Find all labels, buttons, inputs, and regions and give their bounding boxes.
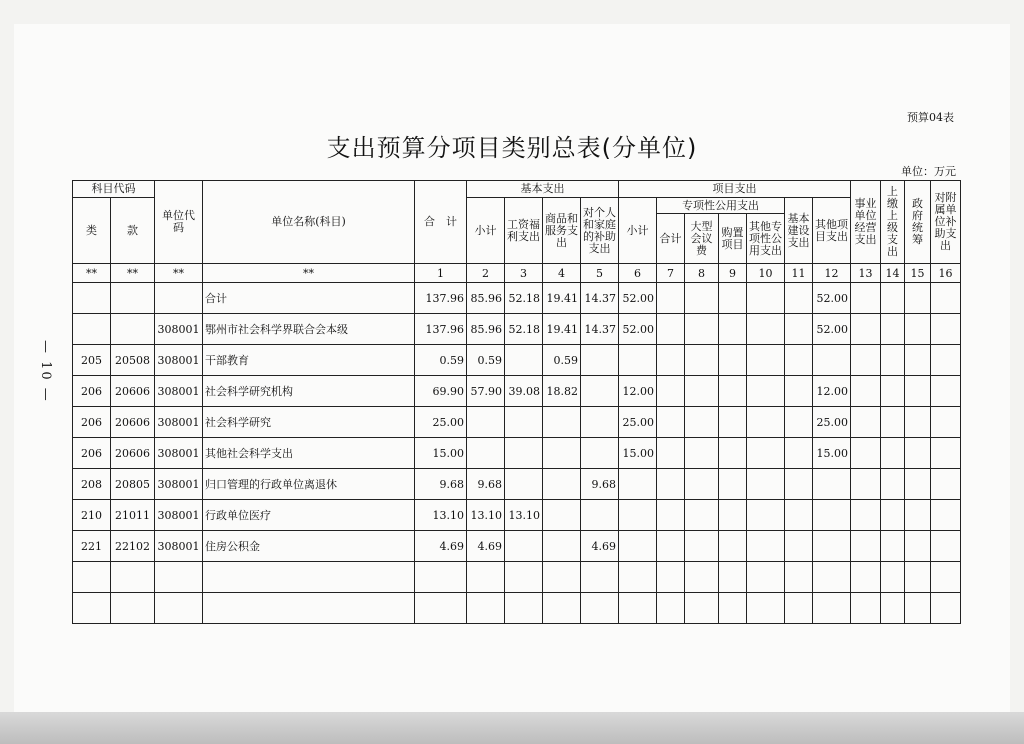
cell-psub: 15.00	[619, 438, 657, 469]
index-cell: 7	[657, 264, 685, 283]
cell-name	[203, 593, 415, 624]
cell-name: 干部教育	[203, 345, 415, 376]
cell-other	[813, 345, 851, 376]
cell-lei: 206	[73, 438, 111, 469]
header-enterprise: 事业单位经营支出	[851, 181, 881, 264]
cell-empty	[747, 593, 785, 624]
cell-name: 行政单位医疗	[203, 500, 415, 531]
scan-edge	[0, 712, 1024, 744]
cell-other	[813, 531, 851, 562]
cell-goods: 0.59	[543, 345, 581, 376]
header-unit-name: 单位名称(科目)	[203, 181, 415, 264]
cell-other	[813, 593, 851, 624]
cell-goods: 19.41	[543, 283, 581, 314]
index-cell: 9	[719, 264, 747, 283]
cell-name	[203, 562, 415, 593]
cell-empty	[657, 283, 685, 314]
cell-total: 137.96	[415, 283, 467, 314]
cell-empty	[747, 531, 785, 562]
cell-wage: 13.10	[505, 500, 543, 531]
cell-wage: 52.18	[505, 283, 543, 314]
cell-subsidy	[581, 562, 619, 593]
cell-goods	[543, 531, 581, 562]
table-body	[73, 283, 961, 624]
cell-empty	[785, 469, 813, 500]
cell-other: 12.00	[813, 376, 851, 407]
cell-empty	[905, 438, 931, 469]
cell-bsub: 57.90	[467, 376, 505, 407]
cell-lei: 206	[73, 376, 111, 407]
cell-empty	[785, 345, 813, 376]
cell-empty	[785, 531, 813, 562]
cell-wage: 39.08	[505, 376, 543, 407]
cell-total	[415, 593, 467, 624]
cell-code: 308001	[155, 500, 203, 531]
cell-subsidy: 4.69	[581, 531, 619, 562]
cell-goods: 19.41	[543, 314, 581, 345]
cell-code: 308001	[155, 314, 203, 345]
cell-goods	[543, 593, 581, 624]
cell-code: 308001	[155, 407, 203, 438]
cell-empty	[719, 438, 747, 469]
table-row	[73, 438, 961, 469]
table-row	[73, 376, 961, 407]
cell-empty	[881, 500, 905, 531]
index-cell: **	[155, 264, 203, 283]
cell-name: 其他社会科学支出	[203, 438, 415, 469]
cell-empty	[851, 562, 881, 593]
cell-empty	[719, 562, 747, 593]
cell-bsub: 4.69	[467, 531, 505, 562]
index-row	[73, 264, 961, 283]
index-cell: 4	[543, 264, 581, 283]
cell-empty	[719, 500, 747, 531]
cell-empty	[851, 469, 881, 500]
cell-empty	[881, 593, 905, 624]
cell-psub: 12.00	[619, 376, 657, 407]
cell-empty	[685, 593, 719, 624]
cell-empty	[851, 531, 881, 562]
cell-goods	[543, 500, 581, 531]
cell-bsub: 13.10	[467, 500, 505, 531]
cell-empty	[747, 438, 785, 469]
cell-name: 住房公积金	[203, 531, 415, 562]
cell-wage	[505, 345, 543, 376]
index-cell: 10	[747, 264, 785, 283]
header-upper: 上缴上级支出	[881, 181, 905, 264]
cell-empty	[905, 283, 931, 314]
cell-empty	[881, 376, 905, 407]
cell-name: 合计	[203, 283, 415, 314]
cell-empty	[657, 593, 685, 624]
cell-empty	[657, 345, 685, 376]
cell-lei	[73, 283, 111, 314]
table-row	[73, 593, 961, 624]
cell-wage	[505, 562, 543, 593]
cell-empty	[747, 283, 785, 314]
cell-empty	[685, 345, 719, 376]
cell-empty	[685, 314, 719, 345]
cell-empty	[747, 314, 785, 345]
cell-total: 9.68	[415, 469, 467, 500]
cell-bsub: 0.59	[467, 345, 505, 376]
header-unit-code: 单位代码	[155, 181, 203, 264]
cell-name: 鄂州市社会科学界联合会本级	[203, 314, 415, 345]
cell-wage	[505, 438, 543, 469]
table-row	[73, 500, 961, 531]
cell-psub: 52.00	[619, 314, 657, 345]
cell-empty	[719, 283, 747, 314]
cell-lei: 205	[73, 345, 111, 376]
cell-empty	[931, 314, 961, 345]
cell-goods	[543, 438, 581, 469]
cell-empty	[657, 376, 685, 407]
cell-empty	[719, 531, 747, 562]
cell-empty	[851, 283, 881, 314]
cell-goods	[543, 407, 581, 438]
cell-empty	[719, 593, 747, 624]
cell-empty	[851, 500, 881, 531]
cell-code: 308001	[155, 376, 203, 407]
cell-empty	[881, 562, 905, 593]
cell-goods	[543, 469, 581, 500]
header-conference: 大型会议费	[685, 214, 719, 264]
header-affiliate: 对附属单位补助支出	[931, 181, 961, 264]
cell-lei: 208	[73, 469, 111, 500]
index-cell: 1	[415, 264, 467, 283]
header-special-public: 专项性公用支出	[657, 198, 785, 214]
cell-other	[813, 469, 851, 500]
cell-total: 69.90	[415, 376, 467, 407]
cell-empty	[851, 376, 881, 407]
cell-empty	[657, 500, 685, 531]
cell-empty	[685, 469, 719, 500]
cell-empty	[785, 283, 813, 314]
header-total: 合 计	[415, 181, 467, 264]
cell-empty	[931, 283, 961, 314]
cell-empty	[905, 345, 931, 376]
cell-empty	[905, 407, 931, 438]
index-cell: 14	[881, 264, 905, 283]
cell-empty	[685, 376, 719, 407]
cell-name: 社会科学研究机构	[203, 376, 415, 407]
cell-other	[813, 562, 851, 593]
table-row	[73, 531, 961, 562]
cell-total	[415, 562, 467, 593]
cell-lei	[73, 593, 111, 624]
cell-empty	[851, 407, 881, 438]
cell-name: 社会科学研究	[203, 407, 415, 438]
cell-subsidy	[581, 345, 619, 376]
cell-empty	[685, 438, 719, 469]
cell-wage	[505, 407, 543, 438]
cell-kuan: 20606	[111, 407, 155, 438]
cell-other	[813, 500, 851, 531]
budget-table	[72, 180, 961, 624]
cell-goods: 18.82	[543, 376, 581, 407]
header-capital: 基本建设支出	[785, 198, 813, 264]
index-cell: 13	[851, 264, 881, 283]
cell-empty	[657, 407, 685, 438]
cell-bsub: 85.96	[467, 314, 505, 345]
cell-wage	[505, 531, 543, 562]
table-row	[73, 314, 961, 345]
cell-empty	[881, 469, 905, 500]
cell-empty	[719, 314, 747, 345]
index-cell: 11	[785, 264, 813, 283]
cell-empty	[785, 314, 813, 345]
table-row	[73, 345, 961, 376]
cell-goods	[543, 562, 581, 593]
cell-empty	[905, 500, 931, 531]
cell-empty	[685, 500, 719, 531]
header-kuan: 款	[111, 198, 155, 264]
cell-empty	[785, 562, 813, 593]
cell-other: 25.00	[813, 407, 851, 438]
cell-bsub	[467, 593, 505, 624]
header-other-project: 其他项目支出	[813, 198, 851, 264]
cell-psub: 52.00	[619, 283, 657, 314]
header-lei: 类	[73, 198, 111, 264]
cell-kuan: 20606	[111, 376, 155, 407]
cell-empty	[657, 562, 685, 593]
cell-wage: 52.18	[505, 314, 543, 345]
cell-total: 4.69	[415, 531, 467, 562]
header-basic: 基本支出	[467, 181, 619, 198]
cell-bsub	[467, 438, 505, 469]
cell-empty	[881, 314, 905, 345]
cell-subsidy: 14.37	[581, 314, 619, 345]
cell-empty	[685, 531, 719, 562]
cell-empty	[719, 376, 747, 407]
cell-code: 308001	[155, 469, 203, 500]
cell-subsidy: 9.68	[581, 469, 619, 500]
index-cell: **	[203, 264, 415, 283]
cell-bsub: 9.68	[467, 469, 505, 500]
index-cell: 3	[505, 264, 543, 283]
table-row	[73, 562, 961, 593]
page-title: 支出预算分项目类别总表(分单位)	[326, 134, 698, 162]
cell-empty	[785, 407, 813, 438]
cell-empty	[851, 345, 881, 376]
unit-label: 单位：万元	[901, 165, 956, 178]
cell-kuan	[111, 283, 155, 314]
cell-psub	[619, 531, 657, 562]
cell-empty	[931, 562, 961, 593]
cell-empty	[881, 531, 905, 562]
cell-bsub: 85.96	[467, 283, 505, 314]
header-other-special: 其他专项性公用支出	[747, 214, 785, 264]
index-cell: 16	[931, 264, 961, 283]
cell-empty	[905, 562, 931, 593]
cell-empty	[657, 469, 685, 500]
cell-lei: 206	[73, 407, 111, 438]
cell-empty	[785, 500, 813, 531]
cell-psub: 25.00	[619, 407, 657, 438]
cell-code: 308001	[155, 345, 203, 376]
cell-kuan	[111, 562, 155, 593]
cell-empty	[747, 376, 785, 407]
table-row	[73, 469, 961, 500]
cell-empty	[851, 438, 881, 469]
index-cell: 5	[581, 264, 619, 283]
cell-subsidy	[581, 500, 619, 531]
cell-empty	[785, 438, 813, 469]
cell-kuan: 21011	[111, 500, 155, 531]
cell-total: 0.59	[415, 345, 467, 376]
cell-empty	[685, 283, 719, 314]
cell-code: 308001	[155, 438, 203, 469]
cell-psub	[619, 345, 657, 376]
table-row	[73, 407, 961, 438]
cell-lei: 210	[73, 500, 111, 531]
cell-kuan: 22102	[111, 531, 155, 562]
header-purchase: 购置项目	[719, 214, 747, 264]
header-goods: 商品和服务支出	[543, 198, 581, 264]
index-cell: 15	[905, 264, 931, 283]
cell-empty	[931, 407, 961, 438]
cell-empty	[747, 500, 785, 531]
cell-subsidy	[581, 593, 619, 624]
cell-subsidy: 14.37	[581, 283, 619, 314]
table-row	[73, 283, 961, 314]
cell-kuan	[111, 314, 155, 345]
cell-other: 15.00	[813, 438, 851, 469]
cell-empty	[719, 469, 747, 500]
cell-bsub	[467, 407, 505, 438]
cell-empty	[685, 407, 719, 438]
cell-empty	[657, 438, 685, 469]
cell-empty	[851, 314, 881, 345]
cell-total: 25.00	[415, 407, 467, 438]
header-subject-code: 科目代码	[73, 181, 155, 198]
cell-kuan	[111, 593, 155, 624]
cell-psub	[619, 562, 657, 593]
cell-wage	[505, 469, 543, 500]
cell-empty	[747, 469, 785, 500]
cell-code	[155, 593, 203, 624]
header-project-subtotal: 小计	[619, 198, 657, 264]
cell-empty	[785, 593, 813, 624]
cell-empty	[657, 531, 685, 562]
cell-lei	[73, 562, 111, 593]
page-number: — 10 —	[38, 340, 53, 403]
cell-subsidy	[581, 376, 619, 407]
cell-psub	[619, 469, 657, 500]
cell-empty	[931, 500, 961, 531]
cell-empty	[905, 469, 931, 500]
cell-empty	[881, 283, 905, 314]
cell-empty	[747, 345, 785, 376]
cell-code	[155, 283, 203, 314]
index-cell: 6	[619, 264, 657, 283]
cell-empty	[785, 376, 813, 407]
cell-name: 归口管理的行政单位离退休	[203, 469, 415, 500]
cell-empty	[747, 407, 785, 438]
cell-other: 52.00	[813, 314, 851, 345]
cell-total: 15.00	[415, 438, 467, 469]
cell-wage	[505, 593, 543, 624]
cell-empty	[719, 345, 747, 376]
cell-code	[155, 562, 203, 593]
cell-empty	[685, 562, 719, 593]
header-sp-total: 合计	[657, 214, 685, 264]
cell-empty	[851, 593, 881, 624]
cell-lei: 221	[73, 531, 111, 562]
cell-kuan: 20805	[111, 469, 155, 500]
form-number: 预算04表	[907, 111, 954, 124]
cell-bsub	[467, 562, 505, 593]
cell-empty	[905, 314, 931, 345]
cell-total: 13.10	[415, 500, 467, 531]
cell-subsidy	[581, 438, 619, 469]
cell-psub	[619, 500, 657, 531]
cell-total: 137.96	[415, 314, 467, 345]
cell-psub	[619, 593, 657, 624]
cell-kuan: 20508	[111, 345, 155, 376]
cell-empty	[931, 438, 961, 469]
cell-kuan: 20606	[111, 438, 155, 469]
cell-empty	[881, 345, 905, 376]
cell-empty	[931, 345, 961, 376]
header-basic-subtotal: 小计	[467, 198, 505, 264]
cell-empty	[931, 593, 961, 624]
index-cell: **	[73, 264, 111, 283]
cell-empty	[905, 376, 931, 407]
cell-code: 308001	[155, 531, 203, 562]
header-project: 项目支出	[619, 181, 851, 198]
header-gov-pool: 政府统筹	[905, 181, 931, 264]
cell-empty	[905, 593, 931, 624]
cell-other: 52.00	[813, 283, 851, 314]
cell-empty	[931, 376, 961, 407]
index-cell: 8	[685, 264, 719, 283]
header-subsidy: 对个人和家庭的补助支出	[581, 198, 619, 264]
cell-subsidy	[581, 407, 619, 438]
cell-empty	[931, 469, 961, 500]
header-wages: 工资福利支出	[505, 198, 543, 264]
cell-empty	[881, 438, 905, 469]
index-cell: 2	[467, 264, 505, 283]
cell-lei	[73, 314, 111, 345]
cell-empty	[881, 407, 905, 438]
cell-empty	[719, 407, 747, 438]
cell-empty	[931, 531, 961, 562]
cell-empty	[905, 531, 931, 562]
cell-empty	[657, 314, 685, 345]
index-cell: 12	[813, 264, 851, 283]
index-cell: **	[111, 264, 155, 283]
cell-empty	[747, 562, 785, 593]
